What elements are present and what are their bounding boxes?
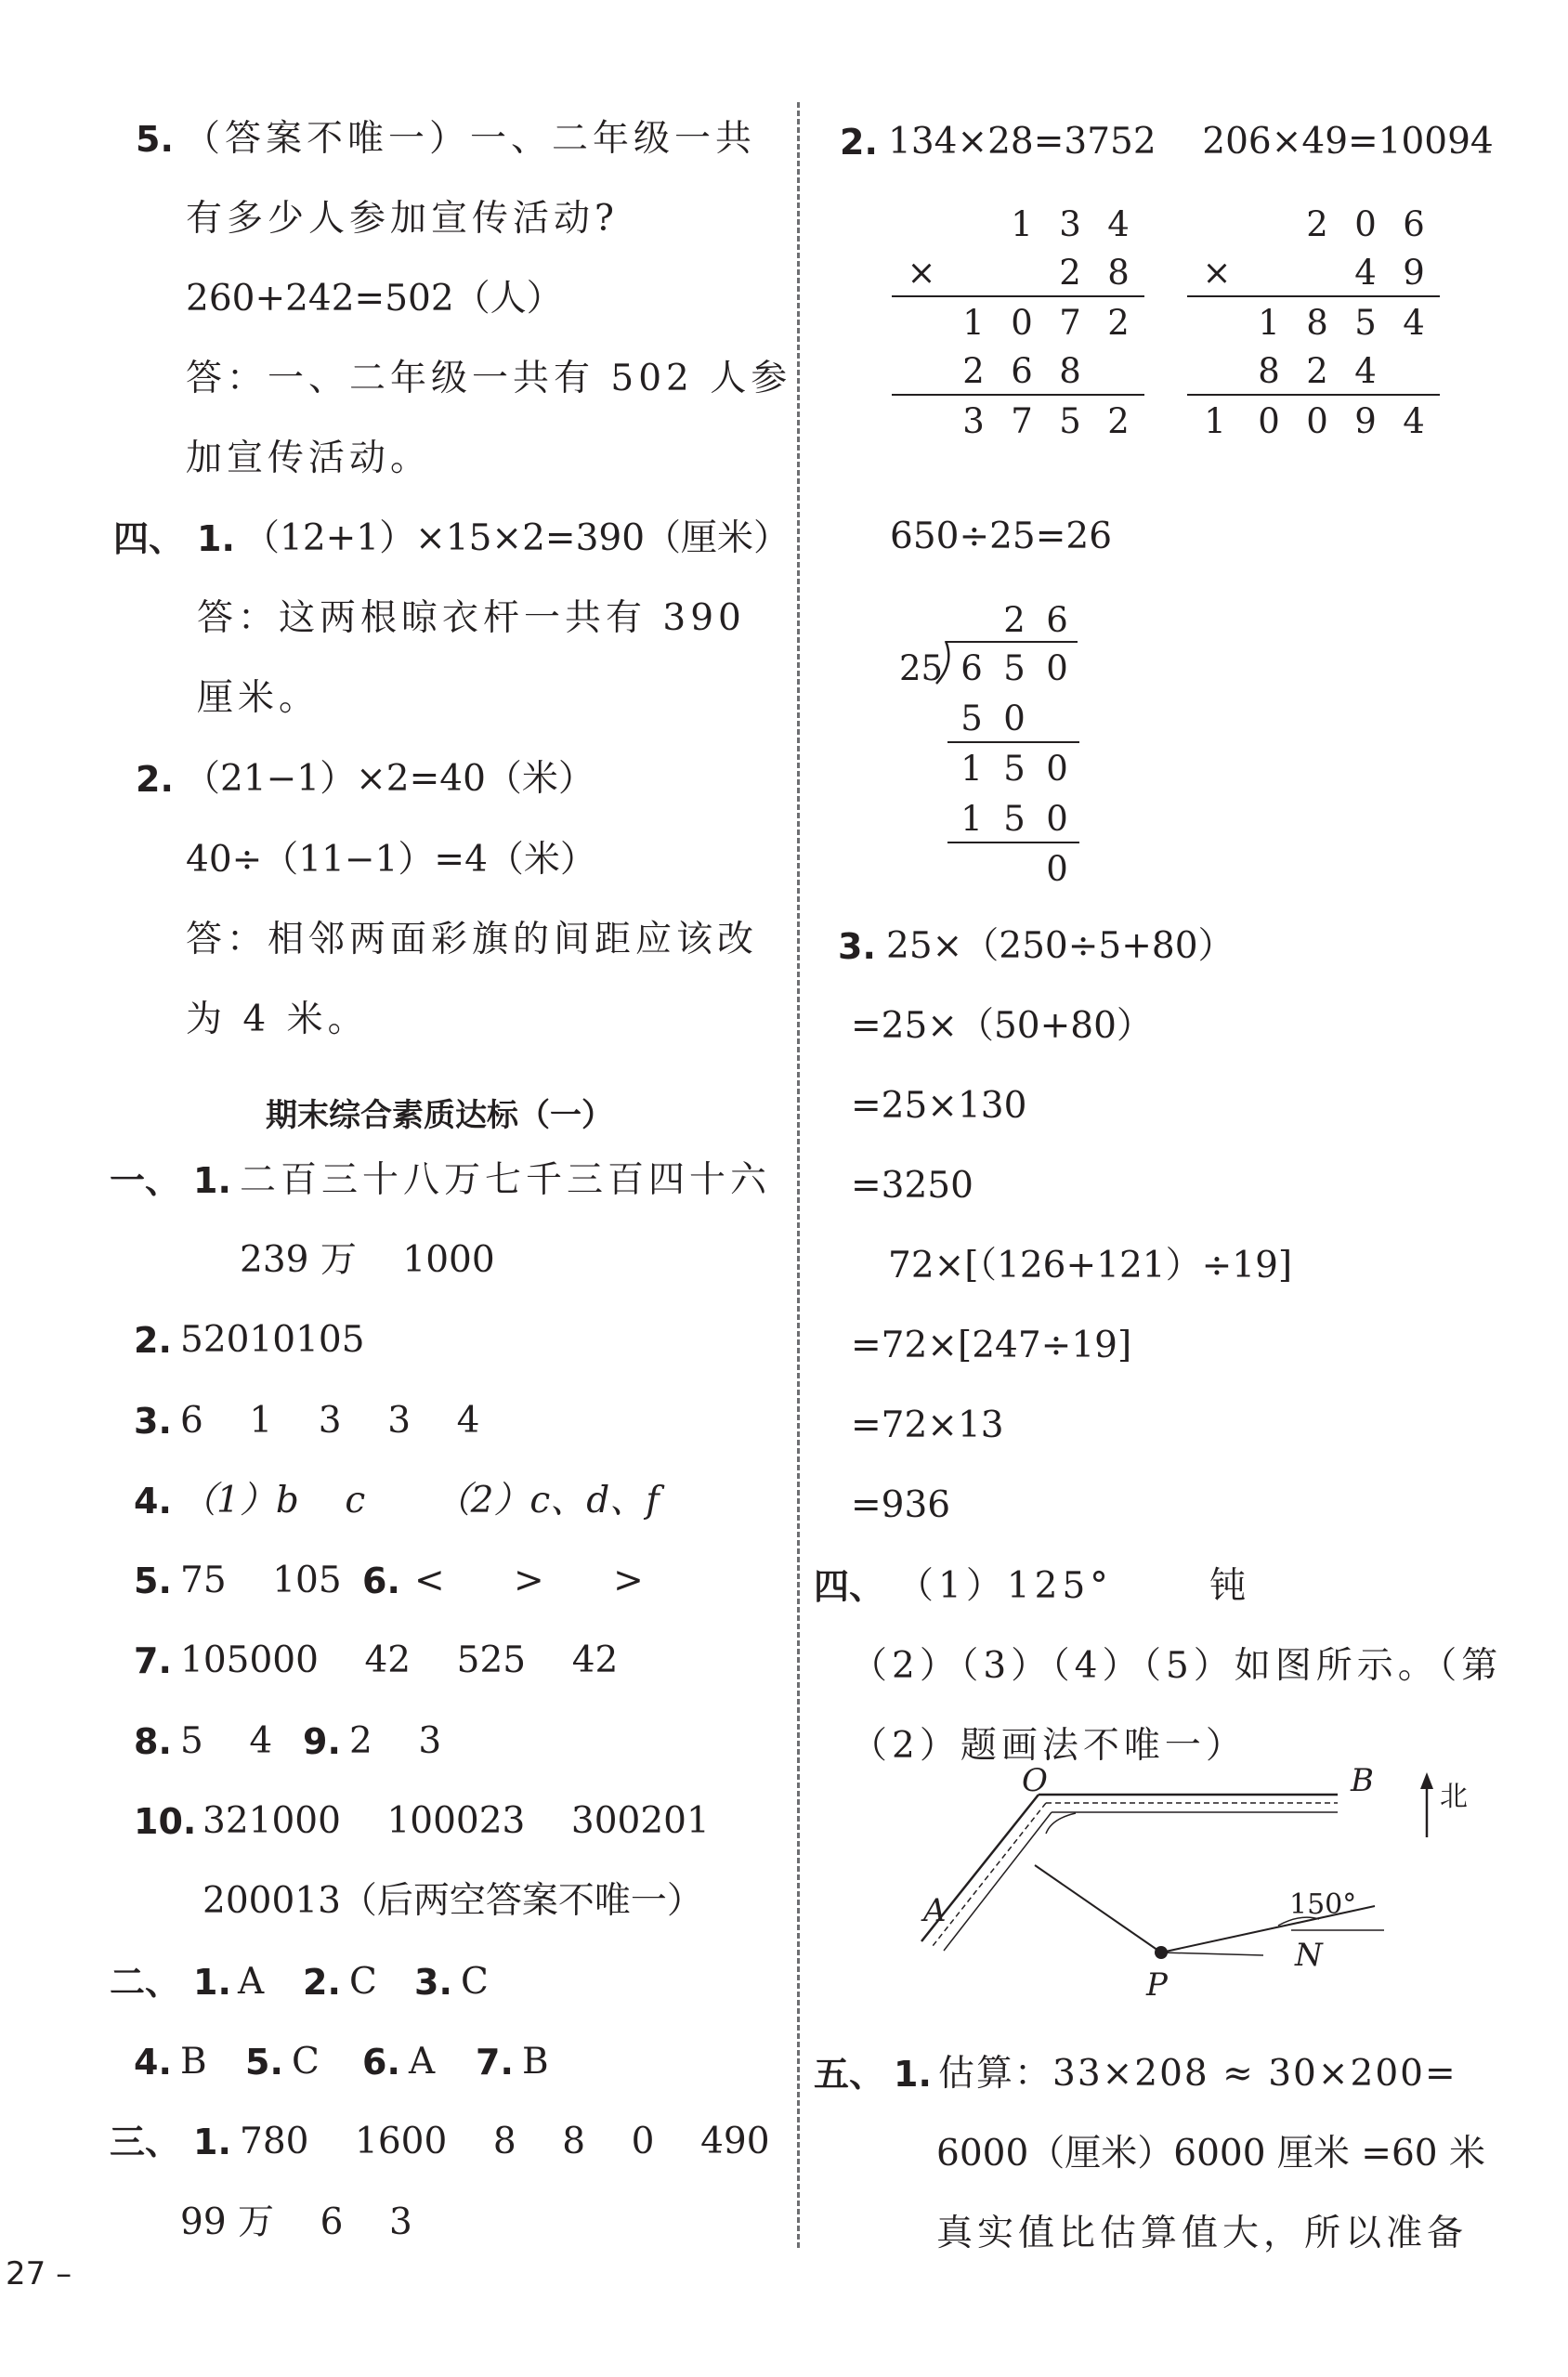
m1-b-digit: 2 [1059,253,1081,293]
s2-q5-number: 5. [245,2042,283,2083]
s1-q5-number: 5. [134,1561,172,1601]
r-s5-line-3: 真实值比估算值大，所以准备 [936,2213,1469,2254]
m2-operator: × [1202,253,1232,293]
s1-q6-answer: < > > [414,1560,644,1601]
m2-rule-1 [1187,295,1440,297]
section-4-label: 四、 [113,518,185,559]
q5-number: 5. [136,119,174,160]
div-step-digit: 0 [1003,699,1026,738]
div-dividend-digit: 6 [960,648,983,688]
s2-q4-number: 4. [134,2042,172,2083]
m2-rule-2 [1187,394,1440,396]
m1-rule-2 [892,394,1144,396]
r-q3-line-3: =25×130 [851,1085,1027,1127]
s1-q4-answer: （1）b c （2）c、d、f [180,1480,660,1522]
q5-line-1: （答案不唯一）一、二年级一共 [184,118,757,160]
r-s4-line-3: （2）题画法不唯一） [851,1725,1247,1767]
m2-p2-digit: 4 [1354,351,1377,391]
s1-q3-number: 3. [134,1401,172,1442]
label-150-degree: 150° [1289,1888,1357,1921]
m1-p2-digit: 8 [1059,351,1081,391]
s2-q7-number: 7. [476,2042,514,2083]
m1-p1-digit: 1 [962,303,985,343]
s2-q3-number: 3. [414,1962,452,2003]
div-quotient-digit: 2 [1003,600,1026,640]
label-A: A [923,1892,947,1929]
s3-q1-line-2: 99 万 6 3 [180,2201,412,2243]
div-dividend-digit: 5 [1003,648,1026,688]
north-arrow-head [1420,1772,1433,1789]
s4-q1-line-1: （12+1）×15×2=390（厘米） [243,517,791,559]
m1-b-digit: 8 [1107,253,1130,293]
s3-q1-number: 1. [193,2122,231,2162]
div-step-digit: 5 [1003,749,1026,789]
div-step-digit: 5 [960,699,983,738]
r-q3-line-5: 72×[（126+121）÷19] [888,1245,1293,1286]
m2-a-digit: 6 [1403,204,1425,244]
m1-result-digit: 3 [962,401,985,441]
s2-q1-number: 1. [193,1962,231,2003]
m1-result-digit: 2 [1107,401,1130,441]
s1-q5-answer: 75 105 [180,1560,342,1601]
s3-q1-line-1: 780 1600 8 8 0 490 [240,2121,770,2162]
label-O: O [1022,1765,1048,1799]
r-q3-line-4: =3250 [851,1165,973,1207]
div-quotient-digit: 6 [1046,600,1068,640]
q5-line-5: 加宣传活动。 [186,438,432,479]
r-section-5-label: 五、 [814,2054,885,2095]
m2-b-digit: 9 [1403,253,1425,293]
div-rule-2 [947,842,1079,843]
div-divisor: 25 [899,648,944,688]
m2-result-digit: 1 [1204,401,1226,441]
m1-p2-digit: 2 [962,351,985,391]
section-2-label: 二、 [110,1962,181,2003]
m1-rule-1 [892,295,1144,297]
s4-q1-line-2: 答：这两根晾衣杆一共有 390 [197,597,746,639]
r-s5-line-1: 估算：33×208 ≈ 30×200= [938,2053,1457,2095]
div-step-digit: 0 [1046,799,1068,839]
s4-q2-line-2: 40÷（11−1）=4（米） [186,839,596,881]
s1-q9-number: 9. [303,1721,341,1762]
div-remainder: 0 [1046,849,1068,889]
m2-result-digit: 0 [1258,401,1280,441]
s1-q10-line-1: 321000 100023 300201 [203,1800,710,1842]
s1-q6-number: 6. [362,1561,400,1601]
q5-line-2: 有多少人参加宣传活动? [186,198,619,240]
s2-q5-answer: C [292,2041,320,2083]
r-s5-q1-number: 1. [894,2054,932,2095]
r-q2-line-1: 134×28=3752 206×49=10094 [888,121,1494,163]
r-section-4-label: 四、 [814,1566,885,1607]
m1-operator: × [907,253,936,293]
angle-figure [910,1765,1505,2006]
div-dividend-digit: 0 [1046,648,1068,688]
m1-a-digit: 3 [1059,204,1081,244]
s4-q1-number: 1. [197,518,235,559]
div-bar [946,641,1078,643]
page-number: 27 – [6,2255,72,2292]
label-N: N [1295,1937,1323,1974]
s1-q8-number: 8. [134,1721,172,1762]
section-1-label: 一、 [110,1160,181,1201]
q5-line-4: 答：一、二年级一共有 502 人参 [186,358,792,399]
div-rule-1 [947,741,1079,743]
point-P [1155,1946,1168,1959]
s4-q2-line-1: （21−1）×2=40（米） [184,758,595,800]
div-step-digit: 5 [1003,799,1026,839]
m2-a-digit: 0 [1354,204,1377,244]
div-step-digit: 1 [960,749,983,789]
segment-P-perpendicular [1035,1865,1161,1953]
s1-q8-answer: 5 4 [180,1720,273,1762]
m1-a-digit: 4 [1107,204,1130,244]
div-step-digit: 1 [960,799,983,839]
m2-p2-digit: 2 [1306,351,1328,391]
r-q3-number: 3. [838,926,876,967]
r-q3-line-1: 25×（250÷5+80） [886,925,1235,967]
s4-q1-line-3: 厘米。 [197,677,320,719]
s1-q1-line-2: 239 万 1000 [240,1239,495,1281]
s2-q7-answer: B [522,2041,549,2083]
s4-q2-line-4: 为 4 米。 [186,999,369,1040]
section-3-label: 三、 [110,2122,181,2162]
m2-a-digit: 2 [1306,204,1328,244]
m2-result-digit: 4 [1403,401,1425,441]
m2-p1-digit: 4 [1403,303,1425,343]
s1-q9-answer: 2 3 [349,1720,442,1762]
r-s4-line-1: （1）125° 钝 [897,1565,1251,1607]
m2-p2-digit: 8 [1258,351,1280,391]
s4-q2-line-3: 答：相邻两面彩旗的间距应该改 [186,919,759,960]
s2-q1-answer: A [238,1961,265,2003]
r-q3-line-8: =936 [851,1484,951,1526]
r-q3-line-2: =25×（50+80） [851,1005,1153,1047]
m2-p1-digit: 1 [1258,303,1280,343]
s1-q1-number: 1. [193,1160,231,1201]
label-P: P [1146,1966,1168,2004]
s1-q7-answer: 105000 42 525 42 [180,1639,619,1681]
s2-q2-number: 2. [303,1962,341,2003]
s2-q3-answer: C [461,1961,489,2003]
r-q2-number: 2. [840,122,878,163]
s1-q3-answer: 6 1 3 3 4 [180,1400,480,1442]
s2-q4-answer: B [180,2041,207,2083]
m1-p1-digit: 2 [1107,303,1130,343]
r-q3-line-7: =72×13 [851,1404,1004,1446]
m2-p1-digit: 5 [1354,303,1377,343]
s2-q6-answer: A [409,2041,436,2083]
division-equation: 650÷25=26 [890,516,1113,557]
exam-title: 期末综合素质达标（一） [266,1097,613,1134]
s2-q6-number: 6. [362,2042,400,2083]
m1-p2-digit: 6 [1011,351,1033,391]
s1-q2-answer: 52010105 [180,1319,365,1361]
s1-q1-line-1: 二百三十八万七千三百四十六 [240,1159,772,1201]
m2-result-digit: 9 [1354,401,1377,441]
m2-p1-digit: 8 [1306,303,1328,343]
div-step-digit: 0 [1046,749,1068,789]
s1-q2-number: 2. [134,1320,172,1361]
q5-line-3: 260+242=502（人） [186,278,563,320]
m1-p1-digit: 7 [1059,303,1081,343]
s1-q10-number: 10. [134,1801,197,1842]
m1-a-digit: 1 [1011,204,1033,244]
s2-q2-answer: C [349,1961,377,2003]
m2-b-digit: 4 [1354,253,1377,293]
m1-result-digit: 7 [1011,401,1033,441]
m1-result-digit: 5 [1059,401,1081,441]
label-north: 北 [1440,1781,1468,1813]
r-s4-line-2: （2）（3）（4）（5）如图所示。（第 [851,1645,1503,1687]
column-divider [797,102,800,2248]
s1-q10-line-2: 200013（后两空答案不唯一） [203,1880,703,1922]
s1-q4-number: 4. [134,1481,172,1522]
s4-q2-number: 2. [136,759,174,800]
r-s5-line-2: 6000（厘米）6000 厘米 =60 米 [936,2133,1485,2175]
label-B: B [1351,1765,1374,1799]
m1-p1-digit: 0 [1011,303,1033,343]
r-q3-line-6: =72×[247÷19] [851,1325,1132,1366]
m2-result-digit: 0 [1306,401,1328,441]
s1-q7-number: 7. [134,1640,172,1681]
